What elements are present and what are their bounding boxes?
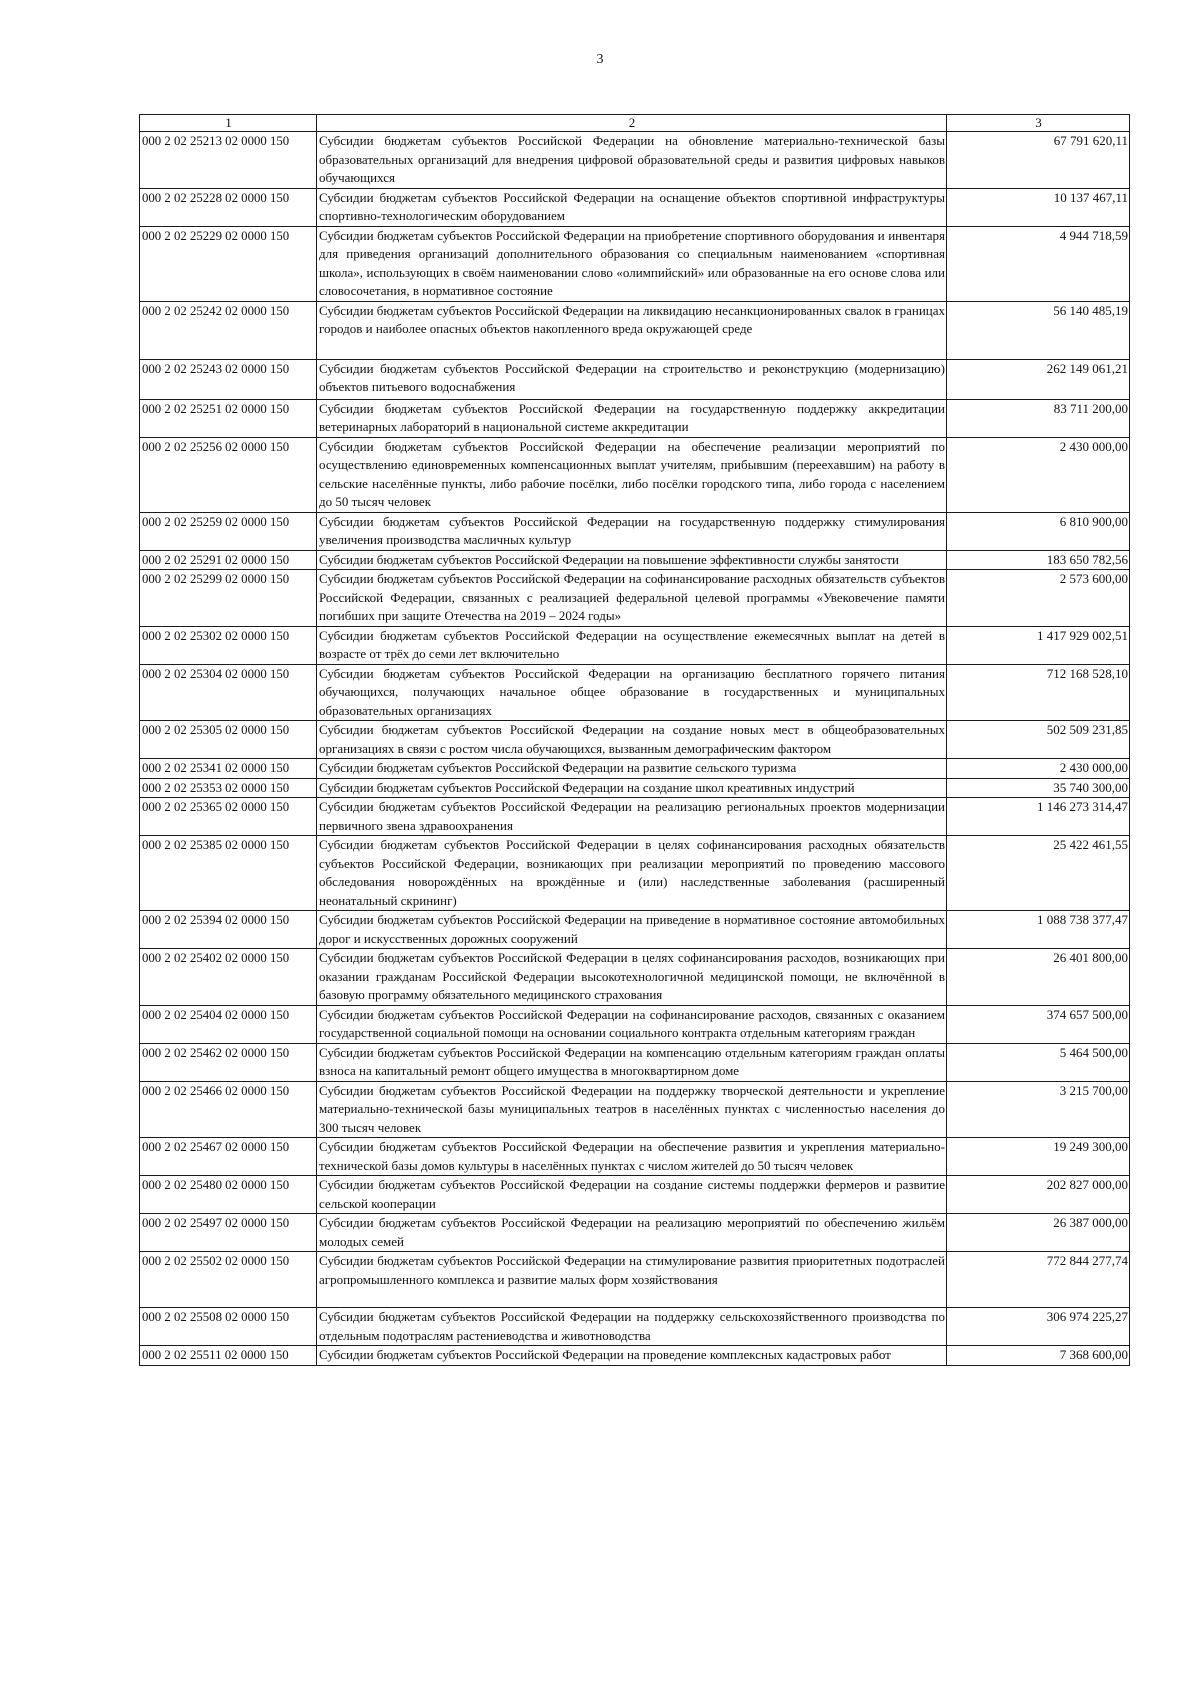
table-row (140, 626, 1130, 664)
description-cell: Субсидии бюджетам субъектов Российской Федерации на обновление материально-технической базы образовательных организаций для внедрения цифровой образовательной среды и развития цифровых навыков обучающихся (317, 132, 947, 189)
code-cell: 000 2 02 25353 02 0000 150 (140, 778, 317, 798)
table-row (140, 1138, 1130, 1176)
description-cell: Субсидии бюджетам субъектов Российской Федерации на повышение эффективности службы занятости (317, 550, 947, 570)
description-cell: Субсидии бюджетам субъектов Российской Федерации в целях софинансирования расходных обязательств субъектов Российской Федерации, возникающих при реализации мероприятий по проведению массового обследования новорождённых на врождённые и (или) наследственные заболевания (расширенный неонатальный скрининг) (317, 836, 947, 911)
table-body (140, 115, 1130, 1366)
table-row (140, 1081, 1130, 1138)
budget-table (139, 114, 1130, 1366)
description-cell: Субсидии бюджетам субъектов Российской Федерации на государственную поддержку аккредитации ветеринарных лабораторий в национальной системе аккредитации (317, 399, 947, 437)
code-cell: 000 2 02 25341 02 0000 150 (140, 759, 317, 779)
description-cell: Субсидии бюджетам субъектов Российской Федерации на приведение в нормативное состояние автомобильных дорог и искусственных дорожных сооружений (317, 911, 947, 949)
description-cell: Субсидии бюджетам субъектов Российской Федерации на приобретение спортивного оборудования и инвентаря для приведения организаций дополнительного образования со специальным наименованием «спортивная школа», использующих в своём наименовании слово «олимпийский» или образованные на его основе слова или словосочетания, в нормативное состояние (317, 226, 947, 301)
table-row (140, 570, 1130, 627)
description-cell: Субсидии бюджетам субъектов Российской Федерации на проведение комплексных кадастровых работ (317, 1346, 947, 1366)
amount-cell: 374 657 500,00 (947, 1005, 1130, 1043)
table-row (140, 721, 1130, 759)
table-row (140, 550, 1130, 570)
description-cell: Субсидии бюджетам субъектов Российской Федерации на софинансирование расходов, связанных с оказанием государственной социальной помощи на основании социального контракта отдельным категориям граждан (317, 1005, 947, 1043)
code-cell: 000 2 02 25304 02 0000 150 (140, 664, 317, 721)
code-cell: 000 2 02 25402 02 0000 150 (140, 949, 317, 1006)
code-cell: 000 2 02 25259 02 0000 150 (140, 512, 317, 550)
table-row (140, 1005, 1130, 1043)
amount-cell: 306 974 225,27 (947, 1308, 1130, 1346)
code-cell: 000 2 02 25305 02 0000 150 (140, 721, 317, 759)
code-cell: 000 2 02 25213 02 0000 150 (140, 132, 317, 189)
description-cell: Субсидии бюджетам субъектов Российской Федерации на обеспечение реализации мероприятий по осуществлению единовременных компенсационных выплат учителям, прибывшим (переехавшим) на работу в сельские населённые пункты, либо рабочие посёлки, либо посёлки городского типа, либо города с населением до 50 тысяч человек (317, 437, 947, 512)
amount-cell: 10 137 467,11 (947, 188, 1130, 226)
description-cell: Субсидии бюджетам субъектов Российской Федерации на ликвидацию несанкционированных свалок в границах городов и наиболее опасных объектов накопленного вреда окружающей среде (317, 301, 947, 359)
code-cell: 000 2 02 25508 02 0000 150 (140, 1308, 317, 1346)
column-header-code: 1 (140, 115, 317, 132)
table-row (140, 798, 1130, 836)
code-cell: 000 2 02 25256 02 0000 150 (140, 437, 317, 512)
amount-cell: 83 711 200,00 (947, 399, 1130, 437)
table-row (140, 1252, 1130, 1308)
description-cell: Субсидии бюджетам субъектов Российской Федерации на реализацию мероприятий по обеспечению жильём молодых семей (317, 1214, 947, 1252)
table-row (140, 301, 1130, 359)
description-cell: Субсидии бюджетам субъектов Российской Федерации на стимулирование развития приоритетных подотраслей агропромышленного комплекса и развитие малых форм хозяйствования (317, 1252, 947, 1308)
code-cell: 000 2 02 25251 02 0000 150 (140, 399, 317, 437)
code-cell: 000 2 02 25365 02 0000 150 (140, 798, 317, 836)
code-cell: 000 2 02 25480 02 0000 150 (140, 1176, 317, 1214)
description-cell: Субсидии бюджетам субъектов Российской Федерации на государственную поддержку стимулирования увеличения производства масличных культур (317, 512, 947, 550)
amount-cell: 262 149 061,21 (947, 359, 1130, 399)
description-cell: Субсидии бюджетам субъектов Российской Федерации на создание системы поддержки фермеров и развитие сельской кооперации (317, 1176, 947, 1214)
table-row (140, 836, 1130, 911)
page-number: 3 (596, 52, 604, 67)
amount-cell: 772 844 277,74 (947, 1252, 1130, 1308)
amount-cell: 6 810 900,00 (947, 512, 1130, 550)
description-cell: Субсидии бюджетам субъектов Российской Федерации на поддержку творческой деятельности и укрепление материально-технической базы муниципальных театров в населённых пунктах с численностью населения до 300 тысяч человек (317, 1081, 947, 1138)
description-cell: Субсидии бюджетам субъектов Российской Федерации на софинансирование расходных обязательств субъектов Российской Федерации, связанных с реализацией федеральной целевой программы «Увековечение памяти погибших при защите Отечества на 2019 – 2024 годы» (317, 570, 947, 627)
code-cell: 000 2 02 25385 02 0000 150 (140, 836, 317, 911)
amount-cell: 5 464 500,00 (947, 1043, 1130, 1081)
amount-cell: 1 417 929 002,51 (947, 626, 1130, 664)
amount-cell: 183 650 782,56 (947, 550, 1130, 570)
code-cell: 000 2 02 25291 02 0000 150 (140, 550, 317, 570)
description-cell: Субсидии бюджетам субъектов Российской Федерации на оснащение объектов спортивной инфраструктуры спортивно-технологическим оборудованием (317, 188, 947, 226)
table-header-row (140, 115, 1130, 132)
amount-cell: 26 401 800,00 (947, 949, 1130, 1006)
table-row (140, 188, 1130, 226)
description-cell: Субсидии бюджетам субъектов Российской Федерации на осуществление ежемесячных выплат на детей в возрасте от трёх до семи лет включительно (317, 626, 947, 664)
code-cell: 000 2 02 25467 02 0000 150 (140, 1138, 317, 1176)
description-cell: Субсидии бюджетам субъектов Российской Федерации на обеспечение развития и укрепления материально-технической базы домов культуры в населённых пунктах с числом жителей до 50 тысяч человек (317, 1138, 947, 1176)
amount-cell: 7 368 600,00 (947, 1346, 1130, 1366)
amount-cell: 2 573 600,00 (947, 570, 1130, 627)
table-row (140, 226, 1130, 301)
table-row (140, 437, 1130, 512)
code-cell: 000 2 02 25299 02 0000 150 (140, 570, 317, 627)
description-cell: Субсидии бюджетам субъектов Российской Федерации на поддержку сельскохозяйственного производства по отдельным подотраслям растениеводства и животноводства (317, 1308, 947, 1346)
amount-cell: 25 422 461,55 (947, 836, 1130, 911)
amount-cell: 202 827 000,00 (947, 1176, 1130, 1214)
table-row (140, 1043, 1130, 1081)
description-cell: Субсидии бюджетам субъектов Российской Федерации на организацию бесплатного горячего питания обучающихся, получающих начальное общее образование в государственных и муниципальных образовательных организациях (317, 664, 947, 721)
table-row (140, 1308, 1130, 1346)
code-cell: 000 2 02 25229 02 0000 150 (140, 226, 317, 301)
amount-cell: 67 791 620,11 (947, 132, 1130, 189)
amount-cell: 502 509 231,85 (947, 721, 1130, 759)
code-cell: 000 2 02 25502 02 0000 150 (140, 1252, 317, 1308)
amount-cell: 35 740 300,00 (947, 778, 1130, 798)
code-cell: 000 2 02 25404 02 0000 150 (140, 1005, 317, 1043)
table-row (140, 1176, 1130, 1214)
code-cell: 000 2 02 25243 02 0000 150 (140, 359, 317, 399)
description-cell: Субсидии бюджетам субъектов Российской Федерации на создание школ креативных индустрий (317, 778, 947, 798)
description-cell: Субсидии бюджетам субъектов Российской Федерации на компенсацию отдельным категориям граждан оплаты взноса на капитальный ремонт общего имущества в многоквартирном доме (317, 1043, 947, 1081)
table-row (140, 1214, 1130, 1252)
table-row (140, 399, 1130, 437)
amount-cell: 3 215 700,00 (947, 1081, 1130, 1138)
table-row (140, 132, 1130, 189)
code-cell: 000 2 02 25302 02 0000 150 (140, 626, 317, 664)
description-cell: Субсидии бюджетам субъектов Российской Федерации в целях софинансирования расходов, возникающих при оказании гражданам Российской Федерации высокотехнологичной медицинской помощи, не включённой в базовую программу обязательного медицинского страхования (317, 949, 947, 1006)
column-header-description: 2 (317, 115, 947, 132)
amount-cell: 2 430 000,00 (947, 759, 1130, 779)
description-cell: Субсидии бюджетам субъектов Российской Федерации на развитие сельского туризма (317, 759, 947, 779)
table-row (140, 359, 1130, 399)
amount-cell: 2 430 000,00 (947, 437, 1130, 512)
code-cell: 000 2 02 25228 02 0000 150 (140, 188, 317, 226)
code-cell: 000 2 02 25466 02 0000 150 (140, 1081, 317, 1138)
amount-cell: 19 249 300,00 (947, 1138, 1130, 1176)
table-row (140, 664, 1130, 721)
table-row (140, 1346, 1130, 1366)
amount-cell: 56 140 485,19 (947, 301, 1130, 359)
table-row (140, 759, 1130, 779)
code-cell: 000 2 02 25511 02 0000 150 (140, 1346, 317, 1366)
code-cell: 000 2 02 25394 02 0000 150 (140, 911, 317, 949)
code-cell: 000 2 02 25242 02 0000 150 (140, 301, 317, 359)
table-row (140, 911, 1130, 949)
code-cell: 000 2 02 25462 02 0000 150 (140, 1043, 317, 1081)
amount-cell: 4 944 718,59 (947, 226, 1130, 301)
amount-cell: 26 387 000,00 (947, 1214, 1130, 1252)
table-row (140, 778, 1130, 798)
description-cell: Субсидии бюджетам субъектов Российской Федерации на реализацию региональных проектов модернизации первичного звена здравоохранения (317, 798, 947, 836)
amount-cell: 1 146 273 314,47 (947, 798, 1130, 836)
description-cell: Субсидии бюджетам субъектов Российской Федерации на создание новых мест в общеобразовательных организациях в связи с ростом числа обучающихся, вызванным демографическим фактором (317, 721, 947, 759)
amount-cell: 1 088 738 377,47 (947, 911, 1130, 949)
table-row (140, 949, 1130, 1006)
table-row (140, 512, 1130, 550)
column-header-amount: 3 (947, 115, 1130, 132)
description-cell: Субсидии бюджетам субъектов Российской Федерации на строительство и реконструкцию (модернизацию) объектов питьевого водоснабжения (317, 359, 947, 399)
amount-cell: 712 168 528,10 (947, 664, 1130, 721)
code-cell: 000 2 02 25497 02 0000 150 (140, 1214, 317, 1252)
